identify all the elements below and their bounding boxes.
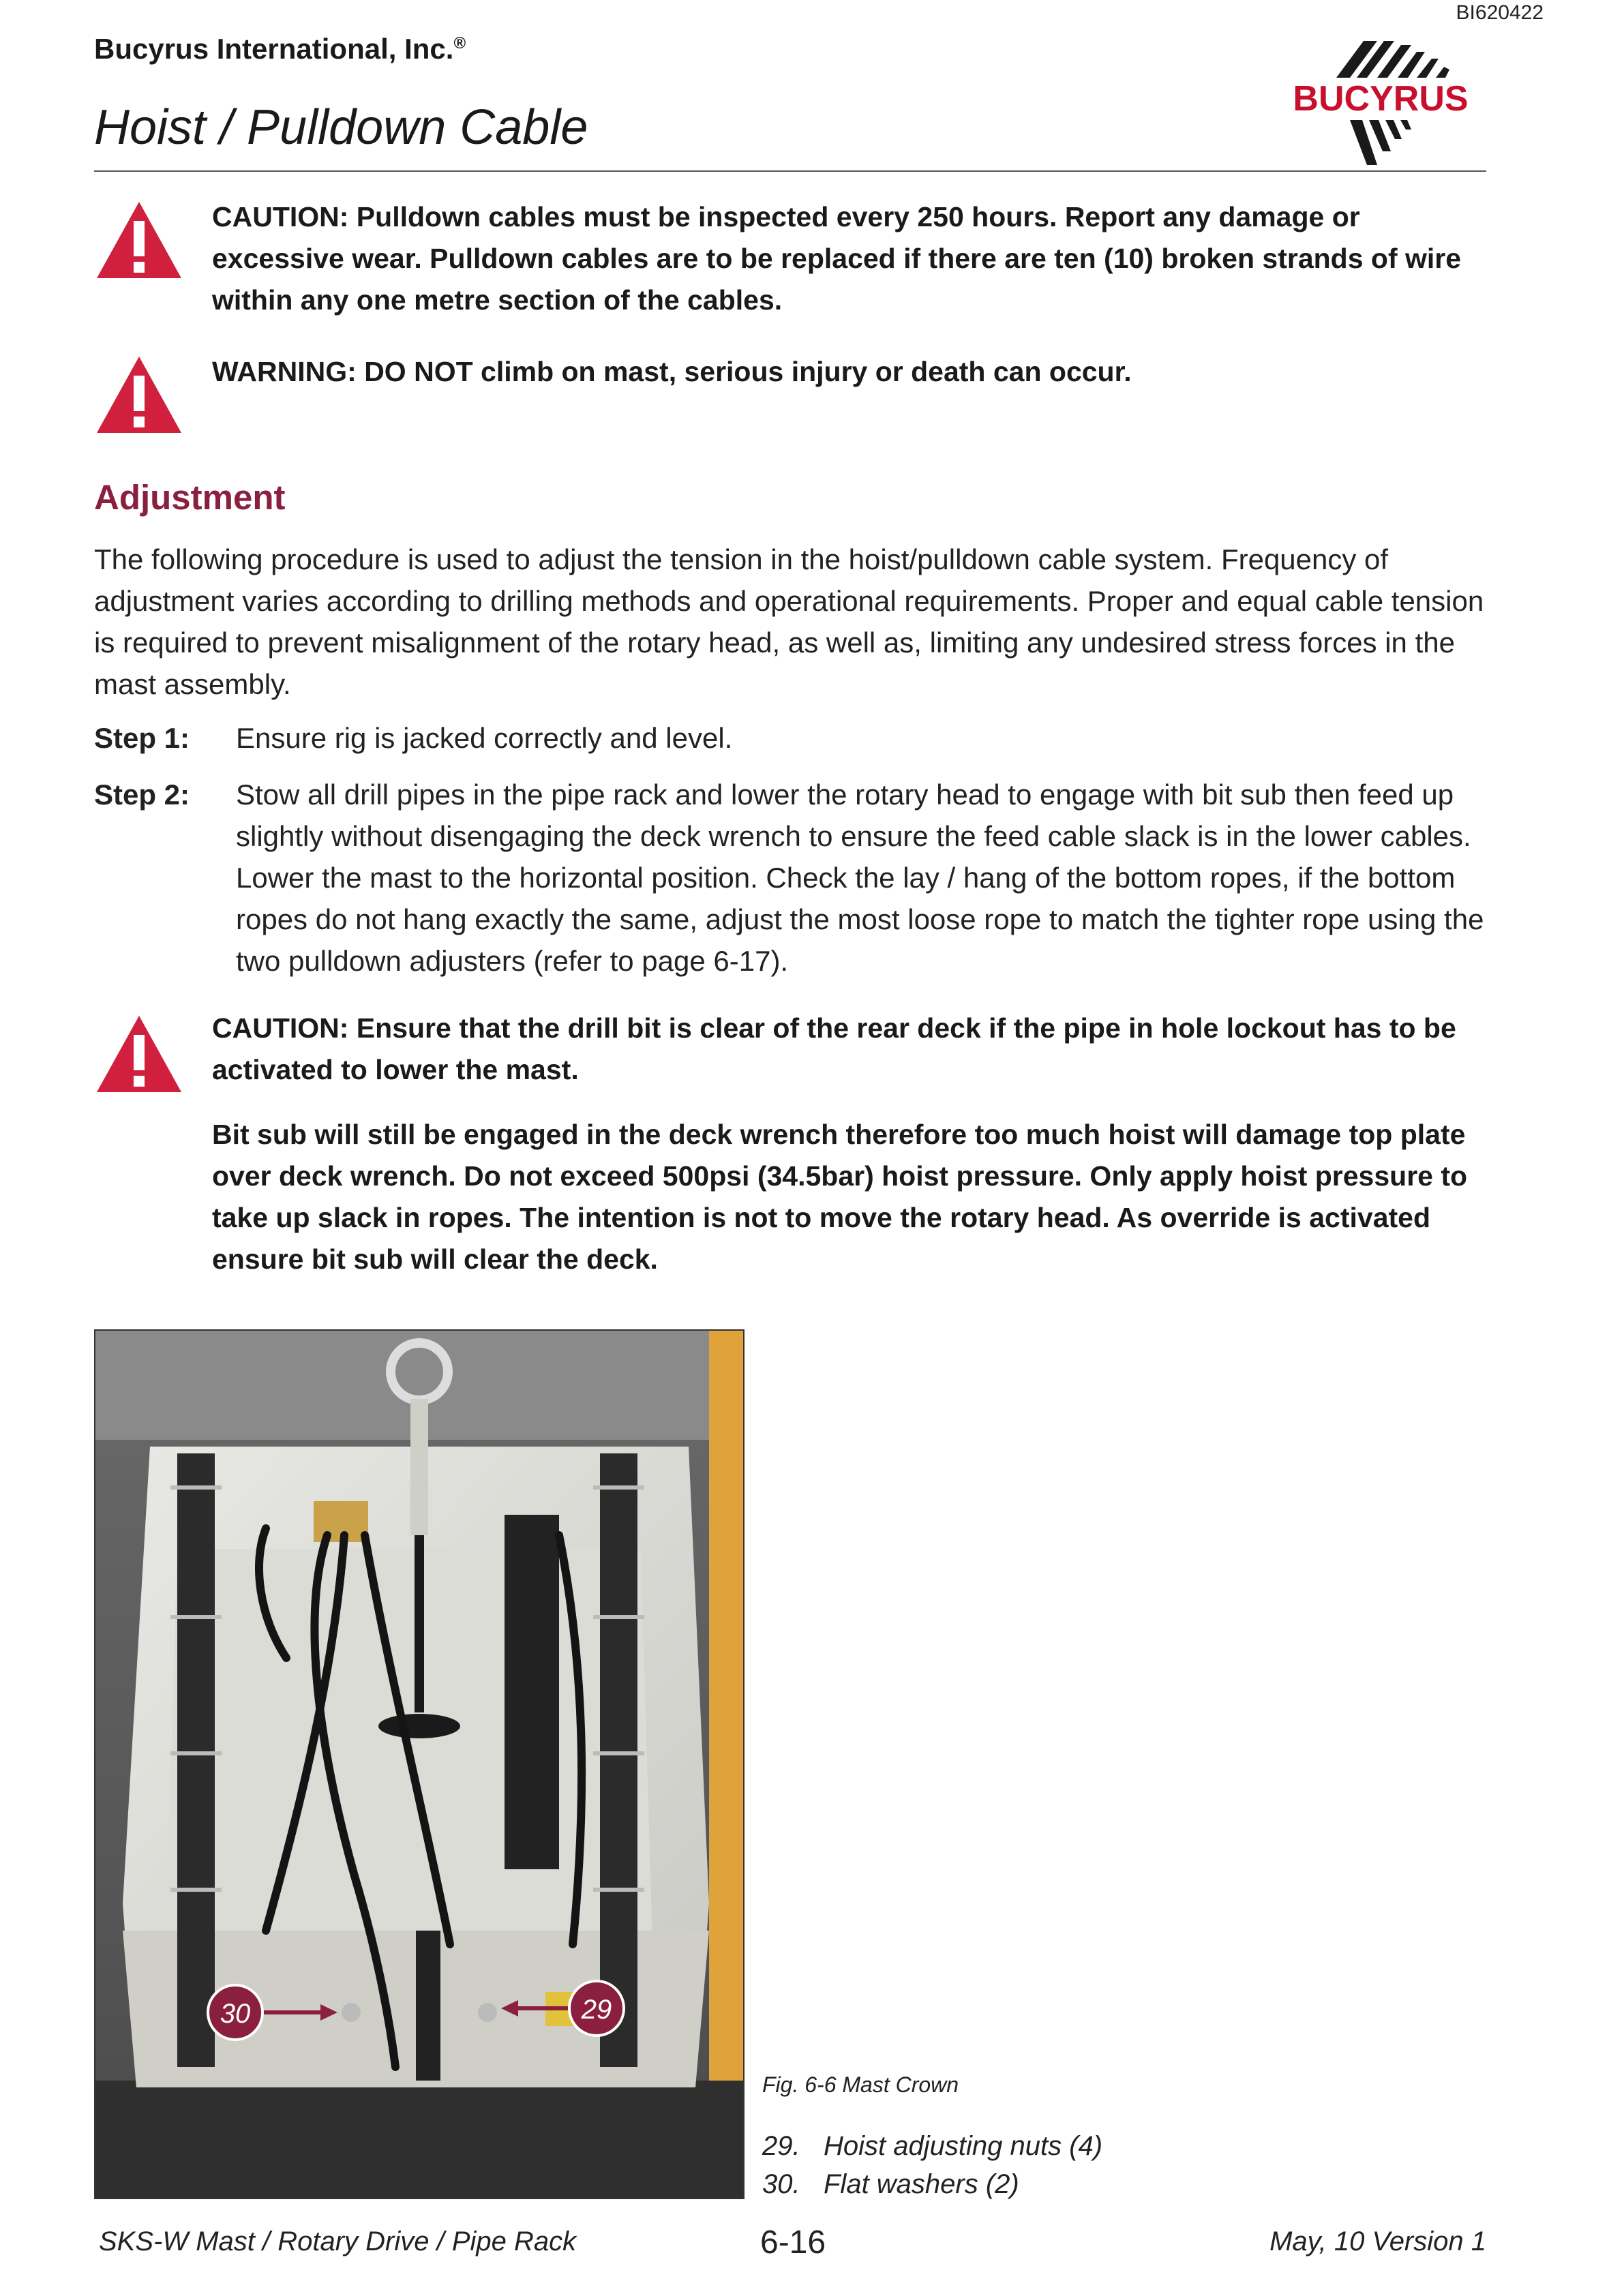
notice-text: CAUTION: Pulldown cables must be inspected every 250 hours. Report any damage or excessive wear. Pulldown cables are to be replaced if there are ten (10) broken strands of wire within any one metre section of the cables. — [212, 201, 1462, 316]
caution-notice-lockout — [94, 1008, 1486, 1280]
step-text: Stow all drill pipes in the pipe rack and lower the rotary head to engage with bit sub then feed up slightly without disengaging the deck wrench to ensure the feed cable slack is in the lower cables. Lower the mast to the horizontal position. Check the lay / hang of the bottom ropes, if the bottom ropes do not hang exactly the same, adjust the most loose rope to match the tighter rope using the two pulldown adjusters (refer to page 6-17). — [236, 779, 1484, 977]
legend-text: Hoist adjusting nuts (4) — [824, 2131, 1103, 2161]
company-name-text: Bucyrus International, Inc. — [94, 33, 454, 65]
notice-text: CAUTION: Ensure that the drill bit is clear of the rear deck if the pipe in hole lockout has to be activated to lower the mast. — [212, 1012, 1456, 1085]
header-divider — [94, 170, 1486, 172]
legend-item — [762, 2169, 1019, 2200]
callout-29-label: 29 — [581, 1995, 612, 2025]
footer-section-name: SKS-W Mast / Rotary Drive / Pipe Rack — [99, 2226, 577, 2256]
page-title: Hoist / Pulldown Cable — [94, 100, 588, 155]
step-label: Step 1: — [94, 722, 190, 754]
logo-text: BUCYRUS — [1293, 79, 1469, 119]
mast-crown-photo — [94, 1329, 745, 2199]
warning-triangle-icon — [94, 1013, 184, 1095]
legend-number: 29. — [762, 2131, 800, 2161]
bucyrus-logo — [1275, 35, 1486, 172]
step-2 — [94, 774, 1492, 985]
section-title: Adjustment — [94, 478, 286, 517]
legend-text: Flat washers (2) — [824, 2169, 1019, 2199]
warning-triangle-icon — [94, 354, 184, 436]
mast-crown-illustration — [95, 1331, 743, 2198]
figure-caption: Fig. 6-6 Mast Crown — [762, 2072, 959, 2097]
warning-triangle-icon — [94, 199, 184, 281]
document-id: BI620422 — [1456, 1, 1544, 24]
registered-mark: ® — [453, 34, 466, 52]
notice-text: WARNING: DO NOT climb on mast, serious injury or death can occur. — [212, 356, 1132, 387]
legend-number: 30. — [762, 2169, 800, 2199]
caution-notice-inspection — [94, 196, 1486, 333]
intro-paragraph: The following procedure is used to adjust the tension in the hoist/pulldown cable system. Frequency of adjustment varies according to drilling methods and operational requirements. Proper and equal cable tension is required to prevent misalignment of the rotary head, as well as, limiting any undesired stress forces in the mast assembly. — [94, 543, 1484, 700]
company-name — [94, 33, 466, 65]
legend-item — [762, 2131, 1102, 2162]
footer-version: May, 10 Version 1 — [1269, 2226, 1486, 2256]
step-label: Step 2: — [94, 779, 190, 811]
callout-30-label: 30 — [220, 1999, 251, 2029]
step-text: Ensure rig is jacked correctly and level. — [236, 722, 733, 754]
step-1 — [94, 717, 1492, 759]
page-number: 6-16 — [760, 2224, 826, 2261]
caution-followup-text: Bit sub will still be engaged in the deck wrench therefore too much hoist will damage top plate over deck wrench. Do not exceed 500psi (34.5bar) hoist pressure. Only apply hoist pressure to take up slack in ropes. The intention is not to move the rotary head. As override is activated ensure bit sub will clear the deck. — [212, 1119, 1468, 1275]
warning-notice-mast — [94, 351, 1486, 440]
